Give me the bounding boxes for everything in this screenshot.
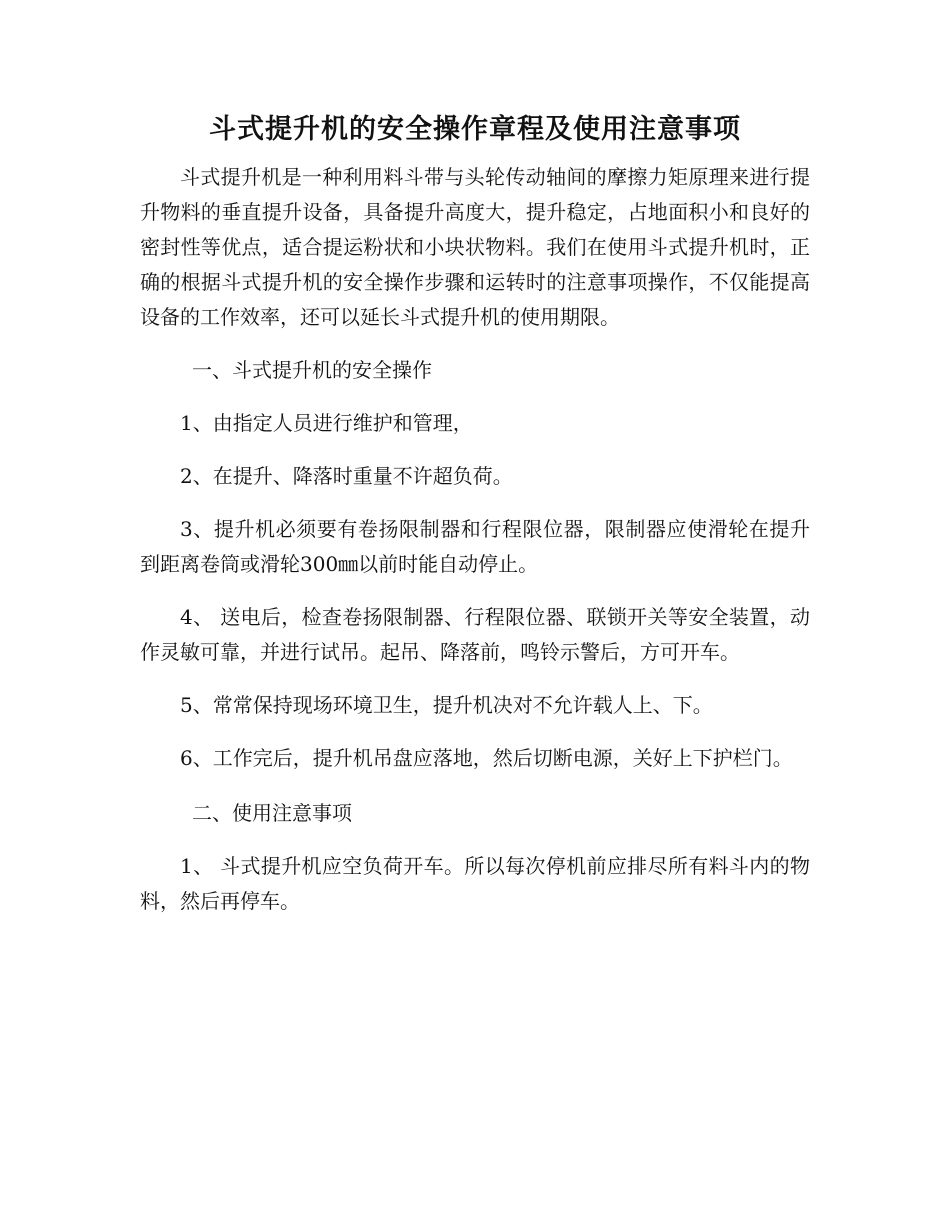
list-item: 2、在提升、降落时重量不许超负荷。 — [180, 464, 513, 488]
list-item: 3、提升机必须要有卷扬限制器和行程限位器，限制器应使滑轮在提升到距离卷筒或滑轮300㎜以前时能自动停止。 — [140, 517, 810, 576]
list-item: 5、常常保持现场环境卫生，提升机决对不允许载人上、下。 — [180, 693, 713, 717]
list-item: 6、工作完后，提升机吊盘应落地，然后切断电源，关好上下护栏门。 — [180, 746, 793, 770]
document-body — [140, 160, 810, 937]
intro-paragraph: 斗式提升机是一种利用料斗带与头轮传动轴间的摩擦力矩原理来进行提升物料的垂直提升设备，具备提升高度大，提升稳定，占地面积小和良好的密封性等优点，适合提运粉状和小块状物料。我们在使用斗式提升机时，正确的根据斗式提升机的安全操作步骤和运转时的注意事项操作，不仅能提高设备的工作效率，还可以延长斗式提升机的使用期限。 — [140, 165, 810, 329]
list-item: 1、由指定人员进行维护和管理， — [180, 411, 473, 435]
list-item: 4、 送电后，检查卷扬限制器、行程限位器、联锁开关等安全装置，动作灵敏可靠，并进行试吊。起吊、降落前，鸣铃示警后，方可开车。 — [140, 605, 810, 664]
list-item: 1、 斗式提升机应空负荷开车。所以每次停机前应排尽所有料斗内的物料，然后再停车。 — [140, 854, 810, 913]
section-heading-safety-operation: 一、斗式提升机的安全操作 — [192, 358, 432, 382]
section-heading-usage-notes: 二、使用注意事项 — [192, 801, 352, 825]
document-title: 斗式提升机的安全操作章程及使用注意事项 — [209, 114, 741, 145]
